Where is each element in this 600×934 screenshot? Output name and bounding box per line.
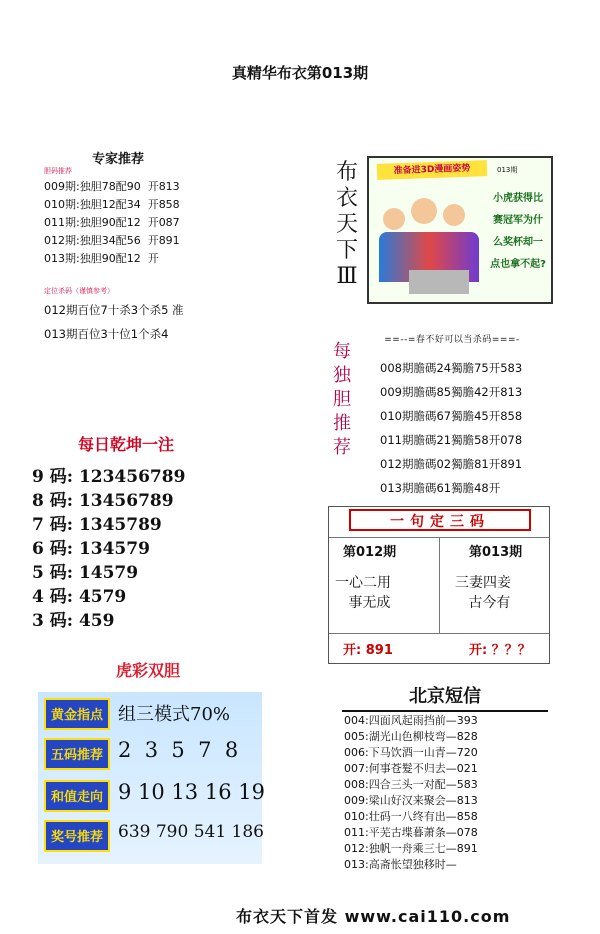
divider	[329, 633, 549, 634]
comic-caption	[489, 188, 547, 276]
beijing-line: 005:湖光山色柳枝弯—828	[344, 730, 478, 743]
beijing-line: 008:四合三头一对配—583	[344, 778, 478, 791]
tiger-value: 9 10 13 16 19	[118, 780, 265, 804]
beijing-line: 013:高斋怅望独移时—	[344, 858, 457, 871]
brand-char: Ⅲ	[336, 264, 358, 289]
daily-line: 009期膽碼85獨膽42开813	[380, 385, 523, 399]
comic-figure-illustration	[383, 208, 405, 230]
daily-line: 008期膽碼24獨膽75开583	[380, 361, 523, 375]
tiger-title: 虎彩双胆	[116, 661, 181, 680]
expert-line: 010期:独胆12配34 开858	[44, 198, 180, 211]
brand-vertical-title	[332, 160, 362, 290]
tiger-value: 639 790 541 186	[118, 822, 265, 842]
expert-sub-label: 胆码推荐	[44, 167, 72, 175]
daily-char: 每	[333, 341, 351, 362]
daily-line: 010期膽碼67獨膽45开858	[380, 409, 523, 423]
one-sentence-heading: 一句定三码	[349, 509, 531, 531]
one-sentence-result: 开: ？？？	[469, 643, 531, 658]
qiankun-line: 8 码: 13456789	[32, 491, 174, 511]
expert-line: 009期:独胆78配90 开813	[44, 180, 180, 193]
beijing-line: 012:独帆一舟乘三七—891	[344, 842, 478, 855]
daily-heading: ==--=春不好可以当杀码===-	[384, 335, 520, 345]
one-sentence-result: 开: 891	[343, 643, 393, 658]
daily-char: 胆	[333, 389, 351, 410]
tiger-label: 五码推荐	[44, 738, 110, 770]
comic-panel	[367, 156, 553, 304]
qiankun-line: 6 码: 134579	[32, 539, 150, 559]
comic-caption-line: 么奖杯却一	[493, 237, 543, 248]
comic-caption-line: 点也拿不起?	[490, 259, 546, 270]
one-sentence-col: 第012期	[343, 545, 397, 560]
daily-line: 011期膽碼21獨膽58开078	[380, 433, 523, 447]
comic-figure-illustration	[411, 198, 437, 224]
qiankun-line: 7 码: 1345789	[32, 515, 162, 535]
qiankun-line: 3 码: 459	[32, 611, 115, 631]
daily-line: 013期膽碼61獨膽48开	[380, 481, 501, 495]
beijing-line: 009:梁山好汉来聚会—813	[344, 794, 478, 807]
beijing-line: 011:平芜古堞暮萧条—078	[344, 826, 478, 839]
qiankun-line: 9 码: 123456789	[32, 467, 186, 487]
one-sentence-riddle: 一心二用 事无成	[335, 575, 391, 611]
brand-char: 布	[335, 160, 358, 185]
comic-caption-line: 赛冠军为什	[493, 215, 543, 226]
podium-illustration	[409, 270, 469, 294]
daily-char: 推	[333, 413, 351, 434]
beijing-line: 010:壮码一八终有出—858	[344, 810, 478, 823]
brand-char: 下	[335, 238, 358, 263]
expert-heading: 专家推荐	[92, 152, 145, 167]
tiger-label: 和值走向	[44, 780, 110, 812]
tiger-label: 黄金指点	[44, 698, 110, 730]
brand-char: 衣	[335, 186, 358, 211]
beijing-line: 006:下马饮酒一山青—720	[344, 746, 478, 759]
expert-line: 013期:独胆90配12 开	[44, 252, 159, 265]
qiankun-title: 每日乾坤一注	[78, 435, 175, 454]
tiger-panel	[38, 692, 265, 864]
expert-line: 011期:独胆90配12 开087	[44, 216, 180, 229]
page-title: 真精华布衣第013期	[231, 64, 369, 82]
one-sentence-col: 第013期	[469, 545, 523, 560]
daily-vertical-title	[330, 340, 354, 460]
comic-figure-illustration	[443, 204, 465, 226]
divider	[439, 537, 440, 633]
position-kill-line: 012期百位7十杀3个杀5 准	[44, 303, 184, 317]
position-kill-line: 013期百位3十位1个杀4	[44, 327, 169, 341]
comic-banner: 准备进3D漫画姿势	[377, 160, 487, 180]
beijing-line: 007:何事苍髮不归去—021	[344, 762, 478, 775]
tiger-label: 奖号推荐	[44, 820, 110, 852]
qiankun-line: 4 码: 4579	[32, 587, 127, 607]
beijing-title: 北京短信	[342, 682, 548, 712]
comic-issue: 013期	[497, 166, 518, 174]
tiger-value: 组三模式70%	[118, 704, 231, 725]
footer-credit: 布衣天下首发 www.cai110.com	[236, 907, 511, 926]
daily-line: 012期膽碼02獨膽81开891	[380, 457, 523, 471]
daily-char: 独	[333, 365, 351, 386]
qiankun-line: 5 码: 14579	[32, 563, 139, 583]
beijing-line: 004:四面风起雨挡前—393	[344, 714, 478, 727]
comic-caption-line: 小虎获得比	[493, 193, 543, 204]
one-sentence-riddle: 三妻四妾 古今有	[455, 575, 511, 611]
daily-char: 荐	[333, 437, 351, 458]
position-kill-label: 定位杀码（谨慎参考）	[44, 287, 114, 295]
tiger-value: 2 3 5 7 8	[118, 738, 239, 762]
one-sentence-panel	[328, 506, 550, 664]
brand-char: 天	[335, 212, 358, 237]
expert-line: 012期:独胆34配56 开891	[44, 234, 180, 247]
